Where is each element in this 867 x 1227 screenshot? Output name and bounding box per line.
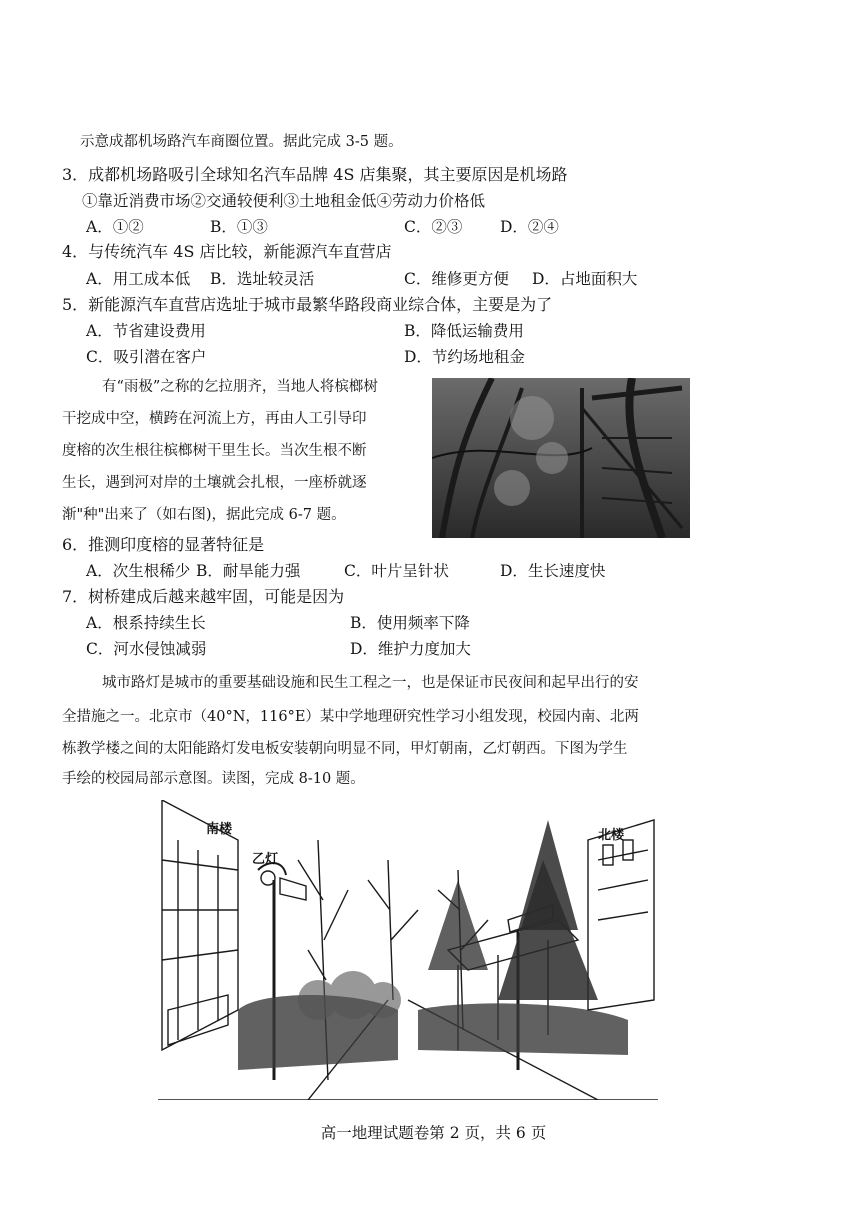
q3-option-b: B．①③ — [210, 218, 268, 236]
passage2-line-4: 生长，遇到河对岸的土壤就会扎根，一座桥就逐 — [62, 475, 367, 491]
q6-option-b: B．耐旱能力强 — [196, 562, 301, 580]
label-south-building: 南楼 — [206, 822, 233, 837]
q3-option-a: A．①② — [86, 218, 144, 236]
q4-option-a: A．用工成本低 — [86, 270, 191, 288]
label-lamp-b: 乙灯 — [252, 852, 279, 867]
q7-option-a: A．根系持续生长 — [86, 614, 206, 632]
intro-tail: 示意成都机场路汽车商圈位置。据此完成 3-5 题。 — [80, 134, 403, 150]
q5-option-d: D．节约场地租金 — [404, 348, 525, 366]
q7-option-b: B．使用频率下降 — [350, 614, 470, 632]
q6-option-a: A．次生根稀少 — [86, 562, 191, 580]
passage2-line-1: 有“雨极”之称的乞拉朋齐，当地人将槟榔树 — [102, 379, 378, 395]
label-north-building: 北楼 — [598, 828, 625, 843]
campus-sketch — [158, 800, 658, 1100]
root-bridge-photo — [432, 378, 690, 538]
q3-stem: 3．成都机场路吸引全球知名汽车品牌 4S 店集聚，其主要原因是机场路 — [62, 165, 568, 184]
passage3-line-3: 栋教学楼之间的太阳能路灯发电板安装朝向明显不同，甲灯朝南，乙灯朝西。下图为学生 — [62, 741, 628, 757]
q3-option-d: D．②④ — [500, 218, 559, 236]
passage3-line-1: 城市路灯是城市的重要基础设施和民生工程之一，也是保证市民夜间和起早出行的安 — [102, 675, 639, 691]
q6-option-d: D．生长速度快 — [500, 562, 606, 580]
q4-option-b: B．选址较灵活 — [210, 270, 315, 288]
q4-option-d: D．占地面积大 — [532, 270, 638, 288]
passage2-line-3: 度榕的次生根往槟榔树干里生长。当次生根不断 — [62, 443, 367, 459]
passage3-line-2: 全措施之一。北京市（40°N，116°E）某中学地理研究性学习小组发现，校园内南、北两 — [62, 709, 639, 725]
q7-option-d: D．维护力度加大 — [350, 640, 471, 658]
campus-sketch-drawing — [158, 800, 658, 1100]
q5-option-c: C．吸引潜在客户 — [86, 348, 207, 366]
q6-stem: 6．推测印度榕的显著特征是 — [62, 535, 265, 554]
passage2-line-2: 干挖成中空，横跨在河流上方，再由人工引导印 — [62, 411, 367, 427]
q4-option-c: C．维修更方便 — [404, 270, 509, 288]
q3-option-c: C．②③ — [404, 218, 463, 236]
page-footer: 高一地理试题卷第 2 页，共 6 页 — [320, 1124, 547, 1142]
passage3-line-4: 手绘的校园局部示意图。读图，完成 8-10 题。 — [62, 771, 365, 787]
q3-factors: ①靠近消费市场②交通较便利③土地租金低④劳动力价格低 — [82, 192, 486, 210]
q7-stem: 7．树桥建成后越来越牢固，可能是因为 — [62, 587, 345, 606]
q4-stem: 4．与传统汽车 4S 店比较，新能源汽车直营店 — [62, 242, 392, 261]
q7-option-c: C．河水侵蚀减弱 — [86, 640, 207, 658]
q5-option-b: B．降低运输费用 — [404, 322, 524, 340]
q5-option-a: A．节省建设费用 — [86, 322, 206, 340]
q6-option-c: C．叶片呈针状 — [344, 562, 449, 580]
q5-stem: 5．新能源汽车直营店选址于城市最繁华路段商业综合体，主要是为了 — [62, 295, 553, 314]
root-bridge-illustration — [432, 378, 690, 538]
passage2-line-5: 渐"种"出来了（如右图)，据此完成 6-7 题。 — [62, 507, 346, 523]
